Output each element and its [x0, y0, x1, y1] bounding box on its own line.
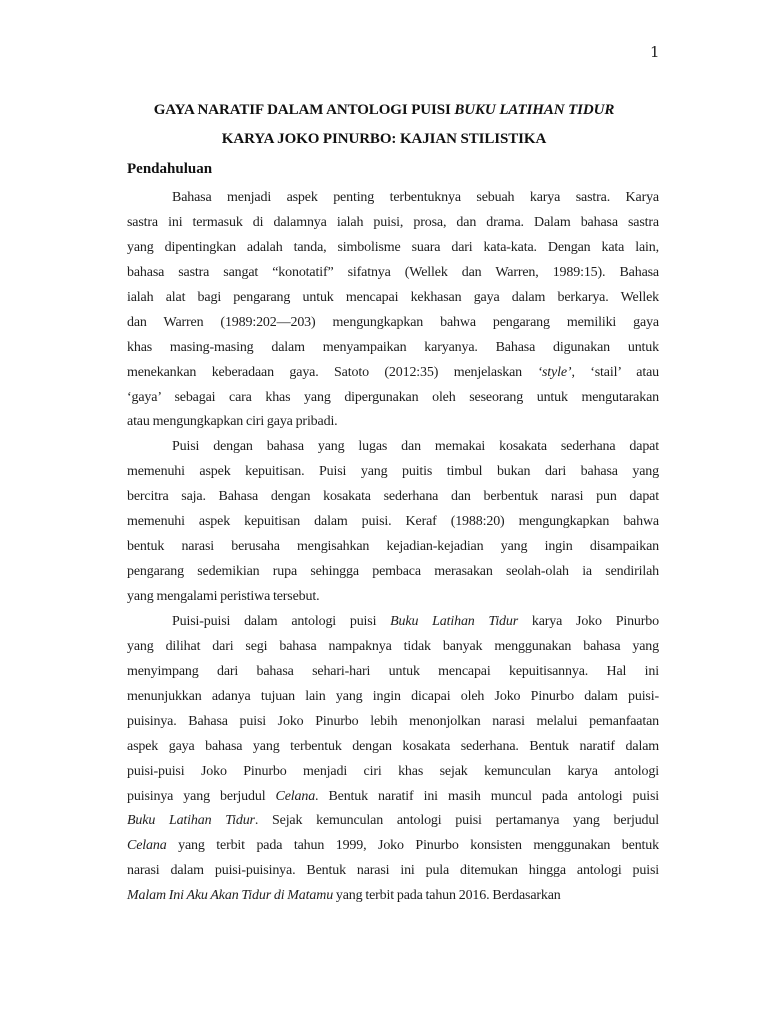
text-line: atau mengungkapkan ciri gaya pribadi. — [127, 414, 338, 430]
text-line: aspek gaya bahasa yang terbentuk dengan kosakata sederhana. Bentuk naratif dalam — [127, 738, 659, 754]
page-number: 1 — [650, 43, 660, 61]
text-line: yang dipentingkan adalah tanda, simbolisme suara dari kata-kata. Dengan kata lain, — [127, 239, 659, 255]
text-line: Buku Latihan Tidur. Sejak kemunculan antologi puisi pertamanya yang berjudul — [127, 813, 659, 829]
text-line: puisi-puisi Joko Pinurbo menjadi ciri khas sejak kemunculan karya antologi — [127, 763, 659, 779]
text-line: puisinya. Bahasa puisi Joko Pinurbo lebih menonjolkan narasi melalui pemanfaatan — [127, 713, 659, 729]
text-line: menyimpang dari bahasa sehari-hari untuk mencapai kepuitisannya. Hal ini — [127, 663, 659, 679]
text-line: pengarang sedemikian rupa sehingga pembaca merasakan seolah-olah ia sendirilah — [127, 564, 659, 580]
text-line: yang dilihat dari segi bahasa nampaknya tidak banyak menggunakan bahasa yang — [127, 638, 659, 654]
text-line: bentuk narasi berusaha mengisahkan kejadian-kejadian yang ingin disampaikan — [127, 539, 659, 555]
text-line: Bahasa menjadi aspek penting terbentuknya sebuah karya sastra. Karya — [172, 190, 659, 205]
text-line: ‘gaya’ sebagai cara khas yang dipergunakan oleh seseorang untuk mengutarakan — [127, 389, 659, 405]
document-body — [127, 186, 659, 909]
text-line: ialah alat bagi pengarang untuk mencapai kekhasan gaya dalam berkarya. Wellek — [127, 289, 659, 305]
paragraph-3 — [127, 610, 659, 909]
text-line: Malam Ini Aku Akan Tidur di Matamu yang terbit pada tahun 2016. Berdasarkan — [127, 888, 561, 904]
document-title — [127, 96, 641, 153]
title-line-1: GAYA NARATIF DALAM ANTOLOGI PUISI BUKU LATIHAN TIDUR — [153, 102, 615, 118]
text-line: memenuhi aspek kepuitisan dalam puisi. Keraf (1988:20) mengungkapkan bahwa — [127, 514, 659, 530]
text-line: yang mengalami peristiwa tersebut. — [127, 589, 320, 604]
text-line: menekankan keberadaan gaya. Satoto (2012:35) menjelaskan ‘style’, ‘stail’ atau — [127, 364, 659, 380]
text-line: khas masing-masing dalam menyampaikan karyanya. Bahasa digunakan untuk — [127, 339, 659, 355]
text-line: memenuhi aspek kepuitisan. Puisi yang puitis timbul bukan dari bahasa yang — [127, 464, 659, 480]
text-line: dan Warren (1989:202—203) mengungkapkan bahwa pengarang memiliki gaya — [127, 314, 659, 330]
text-line: Puisi-puisi dalam antologi puisi Buku Latihan Tidur karya Joko Pinurbo — [172, 613, 659, 629]
text-line: sastra ini termasuk di dalamnya ialah puisi, prosa, dan drama. Dalam bahasa sastra — [127, 214, 659, 230]
text-line: Puisi dengan bahasa yang lugas dan memakai kosakata sederhana dapat — [172, 439, 659, 455]
text-line: Celana yang terbit pada tahun 1999, Joko Pinurbo konsisten menggunakan bentuk — [127, 838, 659, 854]
text-line: puisinya yang berjudul Celana. Bentuk naratif ini masih muncul pada antologi puisi — [127, 788, 659, 804]
text-line: bercitra saja. Bahasa dengan kosakata sederhana dan berbentuk narasi pun dapat — [127, 489, 659, 505]
paragraph-2 — [127, 435, 659, 610]
text-line: menunjukkan adanya tujuan lain yang ingin dicapai oleh Joko Pinurbo dalam puisi- — [127, 688, 659, 704]
paragraph-1 — [127, 186, 659, 435]
section-heading: Pendahuluan — [127, 161, 213, 177]
text-line: bahasa sastra sangat “konotatif” sifatnya (Wellek dan Warren, 1989:15). Bahasa — [127, 264, 659, 280]
text-line: narasi dalam puisi-puisinya. Bentuk narasi ini pula ditemukan hingga antologi puisi — [127, 863, 659, 879]
title-line-2: KARYA JOKO PINURBO: KAJIAN STILISTIKA — [221, 130, 547, 147]
